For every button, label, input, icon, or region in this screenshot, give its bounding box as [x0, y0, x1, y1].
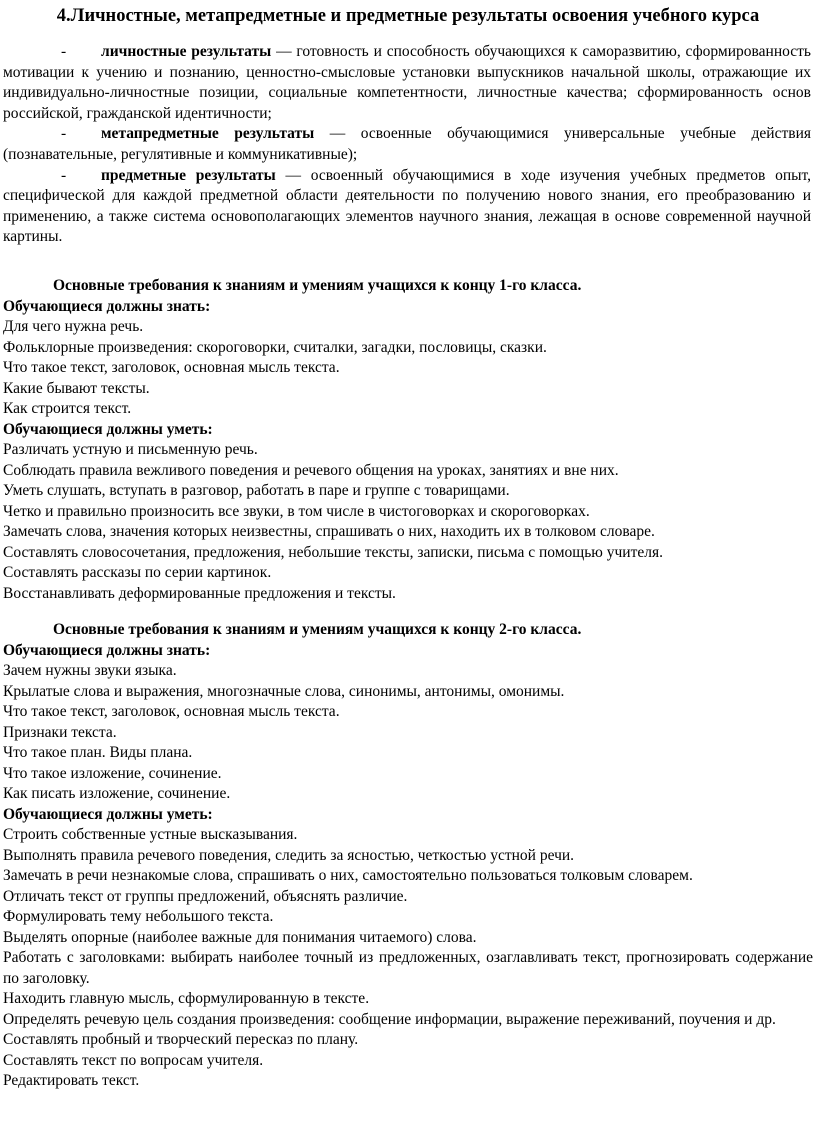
list-item: Отличать текст от группы предложений, объяснять различие.	[3, 887, 408, 905]
dash-marker: -	[61, 166, 67, 184]
list-item: Редактировать текст.	[3, 1072, 140, 1089]
list-item: Как строится текст.	[3, 400, 132, 417]
list-item: Признаки текста.	[3, 723, 117, 741]
list-item: Выделять опорные (наиболее важные для понимания читаемого) слова.	[3, 928, 477, 946]
list-item: Крылатые слова и выражения, многозначные слова, синонимы, антонимы, омонимы.	[3, 682, 565, 700]
grade2-heading: Основные требования к знаниям и умениям учащихся к концу 2-го класса.	[53, 621, 582, 638]
list-item: Находить главную мысль, сформулированную в тексте.	[3, 990, 370, 1007]
list-item: Что такое текст, заголовок, основная мысль текста.	[3, 359, 340, 376]
list-item: Как писать изложение, сочинение.	[3, 785, 231, 802]
result-text: — готовность и способность обучающихся к саморазвитию, сформированность мотивации к учению и познанию, ценностно-смысловые установки выпускников начальной школы, отражающие их индивидуально-личностные позиции, социальные компетентности, личностные качества; сформированность основ российской, гражданской идентичности;	[3, 43, 811, 122]
list-item: Что такое изложение, сочинение.	[3, 764, 222, 782]
list-item: Составлять рассказы по серии картинок.	[3, 564, 272, 581]
list-item: Определять речевую цель создания произведения: сообщение информации, выражение переживаний, поучения и др.	[3, 1010, 776, 1028]
dash-marker: -	[61, 125, 67, 143]
dash-marker: -	[61, 43, 67, 60]
list-item: Составлять пробный и творческий пересказ по плану.	[3, 1031, 359, 1048]
list-item: Что такое план. Виды плана.	[3, 744, 193, 761]
result-item-personal	[3, 42, 811, 124]
grade1-section	[3, 276, 813, 604]
result-item-metasubject	[3, 124, 811, 165]
result-term: личностные результаты	[101, 43, 272, 60]
list-item: Фольклорные произведения: скороговорки, считалки, загадки, пословицы, сказки.	[3, 338, 547, 356]
section-title: 4.Личностные, метапредметные и предметные результаты освоения учебного курса	[56, 6, 760, 26]
list-item: Составлять словосочетания, предложения, небольшие тексты, записки, письма с помощью учителя.	[3, 543, 663, 561]
grade1-know-heading: Обучающиеся должны знать:	[3, 297, 211, 315]
result-term: предметные результаты	[101, 166, 276, 184]
list-item: Составлять текст по вопросам учителя.	[3, 1051, 264, 1069]
result-item-subject	[3, 166, 811, 248]
list-item: Замечать слова, значения которых неизвестны, спрашивать о них, находить их в толковом словаре.	[3, 523, 655, 540]
list-item: Уметь слушать, вступать в разговор, работать в паре и группе с товарищами.	[3, 482, 510, 499]
grade2-section	[3, 620, 813, 1092]
grade2-know-heading: Обучающиеся должны знать:	[3, 641, 211, 659]
list-item: Различать устную и письменную речь.	[3, 441, 258, 458]
grade1-heading: Основные требования к знаниям и умениям учащихся к концу 1-го класса.	[53, 277, 582, 294]
list-item: Восстанавливать деформированные предложения и тексты.	[3, 584, 396, 602]
result-term: метапредметные результаты	[101, 125, 315, 143]
grade2-can-heading: Обучающиеся должны уметь:	[3, 805, 213, 823]
list-item: Какие бывают тексты.	[3, 379, 150, 397]
result-text: — освоенный обучающимися в ходе изучения учебных предметов опыт, специфической для каждой предметной области деятельности по получению нового знания, его преобразованию и применению, а также система основополагающих элементов научного знания, лежащая в основе современной научной картины.	[3, 166, 812, 246]
list-item: Четко и правильно произносить все звуки, в том числе в чистоговорках и скороговорках.	[3, 502, 590, 520]
list-item: Зачем нужны звуки языка.	[3, 662, 177, 679]
list-item: Что такое текст, заголовок, основная мысль текста.	[3, 703, 340, 720]
list-item: Выполнять правила речевого поведения, следить за ясностью, четкостью устной речи.	[3, 846, 575, 864]
list-item: Строить собственные устные высказывания.	[3, 826, 298, 843]
grade1-can-heading: Обучающиеся должны уметь:	[3, 420, 213, 438]
results-list	[3, 42, 811, 248]
list-item: Работать с заголовками: выбирать наиболее точный из предложенных, озаглавливать текст, прогнозировать содержание по заголовку.	[3, 949, 813, 987]
list-item: Для чего нужна речь.	[3, 318, 144, 335]
result-text: — освоенные обучающимися универсальные учебные действия (познавательные, регулятивные и коммуникативные);	[3, 125, 811, 163]
list-item: Замечать в речи незнакомые слова, спрашивать о них, самостоятельно пользоваться толковым словарем.	[3, 867, 693, 884]
list-item: Формулировать тему небольшого текста.	[3, 908, 274, 925]
list-item: Соблюдать правила вежливого поведения и речевого общения на уроках, занятиях и вне них.	[3, 461, 619, 479]
